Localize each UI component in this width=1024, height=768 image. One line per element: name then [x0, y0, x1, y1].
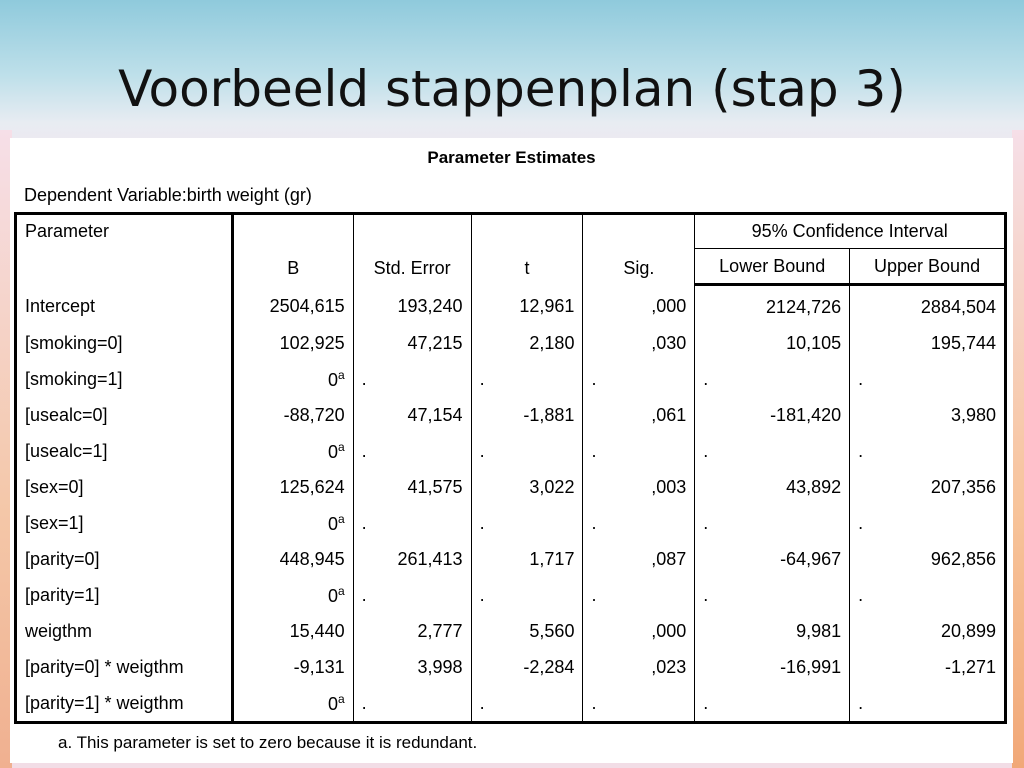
spss-output-panel [10, 138, 1013, 763]
table-row [16, 397, 1006, 433]
cell-sig: . [583, 433, 695, 469]
footnote-marker: a [337, 511, 345, 526]
header-sig: Sig. [583, 214, 695, 285]
table-row [16, 541, 1006, 577]
cell-t: 5,560 [471, 613, 583, 649]
cell-parameter: [parity=0] * weigthm [16, 649, 233, 685]
cell-std-error: 47,215 [353, 325, 471, 361]
cell-upper-bound: 195,744 [850, 325, 1006, 361]
table-row [16, 433, 1006, 469]
cell-t: . [471, 505, 583, 541]
cell-sig: . [583, 577, 695, 613]
cell-parameter: [usealc=0] [16, 397, 233, 433]
cell-parameter: [smoking=0] [16, 325, 233, 361]
cell-t: -2,284 [471, 649, 583, 685]
cell-upper-bound: . [850, 505, 1006, 541]
cell-t: -1,881 [471, 397, 583, 433]
cell-lower-bound: 2124,726 [695, 285, 850, 326]
cell-sig: . [583, 505, 695, 541]
table-row [16, 469, 1006, 505]
cell-lower-bound: . [695, 685, 850, 723]
cell-b [232, 577, 353, 613]
cell-t: 1,717 [471, 541, 583, 577]
footnote-marker: a [337, 691, 345, 706]
cell-lower-bound: . [695, 433, 850, 469]
header-parameter: Parameter [16, 214, 233, 285]
cell-lower-bound: 43,892 [695, 469, 850, 505]
cell-parameter: [parity=0] [16, 541, 233, 577]
cell-t: 12,961 [471, 285, 583, 326]
cell-lower-bound: . [695, 505, 850, 541]
table-body [16, 285, 1006, 723]
table-row [16, 361, 1006, 397]
cell-t: . [471, 577, 583, 613]
cell-t: . [471, 361, 583, 397]
cell-t: 2,180 [471, 325, 583, 361]
cell-b: -9,131 [232, 649, 353, 685]
cell-lower-bound: -181,420 [695, 397, 850, 433]
table-caption: Parameter Estimates [427, 148, 596, 167]
cell-upper-bound: . [850, 685, 1006, 723]
cell-lower-bound: -16,991 [695, 649, 850, 685]
cell-upper-bound: 2884,504 [850, 285, 1006, 326]
cell-parameter: [usealc=1] [16, 433, 233, 469]
b-value: 0 [327, 441, 338, 462]
cell-b: 2504,615 [232, 285, 353, 326]
cell-std-error: . [353, 685, 471, 723]
cell-b: 125,624 [232, 469, 353, 505]
table-row [16, 285, 1006, 326]
table-row [16, 649, 1006, 685]
cell-parameter: [sex=1] [16, 505, 233, 541]
table-row [16, 613, 1006, 649]
table-row [16, 325, 1006, 361]
cell-upper-bound: 207,356 [850, 469, 1006, 505]
cell-lower-bound: 10,105 [695, 325, 850, 361]
cell-parameter: weigthm [16, 613, 233, 649]
header-t: t [471, 214, 583, 285]
cell-std-error: . [353, 361, 471, 397]
cell-sig: ,003 [583, 469, 695, 505]
cell-sig: . [583, 685, 695, 723]
footnote-marker: a [337, 367, 345, 382]
cell-sig: ,087 [583, 541, 695, 577]
cell-t: . [471, 685, 583, 723]
cell-b: 448,945 [232, 541, 353, 577]
cell-lower-bound: 9,981 [695, 613, 850, 649]
cell-upper-bound: . [850, 577, 1006, 613]
cell-std-error: 2,777 [353, 613, 471, 649]
header-b: B [232, 214, 353, 285]
cell-b: 15,440 [232, 613, 353, 649]
table-row [16, 577, 1006, 613]
dependent-variable-label: Dependent Variable:birth weight (gr) [24, 185, 312, 205]
cell-b [232, 505, 353, 541]
cell-upper-bound: 3,980 [850, 397, 1006, 433]
header-confidence-interval: 95% Confidence Interval [695, 214, 1006, 249]
slide-title: Voorbeeld stappenplan (stap 3) [118, 60, 906, 118]
cell-std-error: 41,575 [353, 469, 471, 505]
cell-std-error: 47,154 [353, 397, 471, 433]
cell-sig: ,061 [583, 397, 695, 433]
right-decoration [1012, 130, 1024, 768]
b-value: 0 [327, 369, 338, 390]
header-lower-bound: Lower Bound [695, 249, 850, 285]
cell-parameter: [sex=0] [16, 469, 233, 505]
cell-std-error: . [353, 577, 471, 613]
cell-parameter: Intercept [16, 285, 233, 326]
cell-std-error: 3,998 [353, 649, 471, 685]
cell-sig: ,000 [583, 285, 695, 326]
cell-upper-bound: -1,271 [850, 649, 1006, 685]
cell-std-error: . [353, 505, 471, 541]
cell-t: 3,022 [471, 469, 583, 505]
footnote-marker: a [337, 583, 345, 598]
b-value: 0 [327, 585, 338, 606]
cell-b: 102,925 [232, 325, 353, 361]
cell-std-error: 193,240 [353, 285, 471, 326]
cell-b: -88,720 [232, 397, 353, 433]
cell-lower-bound: -64,967 [695, 541, 850, 577]
table-row [16, 505, 1006, 541]
cell-upper-bound: 962,856 [850, 541, 1006, 577]
b-value: 0 [327, 513, 338, 534]
cell-upper-bound: . [850, 433, 1006, 469]
header-upper-bound: Upper Bound [850, 249, 1006, 285]
cell-std-error: . [353, 433, 471, 469]
cell-lower-bound: . [695, 577, 850, 613]
footnote-marker: a [337, 439, 345, 454]
cell-upper-bound: 20,899 [850, 613, 1006, 649]
cell-parameter: [parity=1] * weigthm [16, 685, 233, 723]
cell-sig: . [583, 361, 695, 397]
cell-sig: ,030 [583, 325, 695, 361]
cell-sig: ,023 [583, 649, 695, 685]
cell-parameter: [parity=1] [16, 577, 233, 613]
cell-b [232, 685, 353, 723]
cell-b [232, 361, 353, 397]
cell-std-error: 261,413 [353, 541, 471, 577]
b-value: 0 [327, 693, 338, 714]
cell-t: . [471, 433, 583, 469]
parameter-estimates-table [14, 212, 1007, 724]
cell-parameter: [smoking=1] [16, 361, 233, 397]
cell-b [232, 433, 353, 469]
header-std-error: Std. Error [353, 214, 471, 285]
cell-upper-bound: . [850, 361, 1006, 397]
cell-lower-bound: . [695, 361, 850, 397]
cell-sig: ,000 [583, 613, 695, 649]
table-row [16, 685, 1006, 723]
table-footnote: a. This parameter is set to zero because it is redundant. [58, 733, 478, 752]
